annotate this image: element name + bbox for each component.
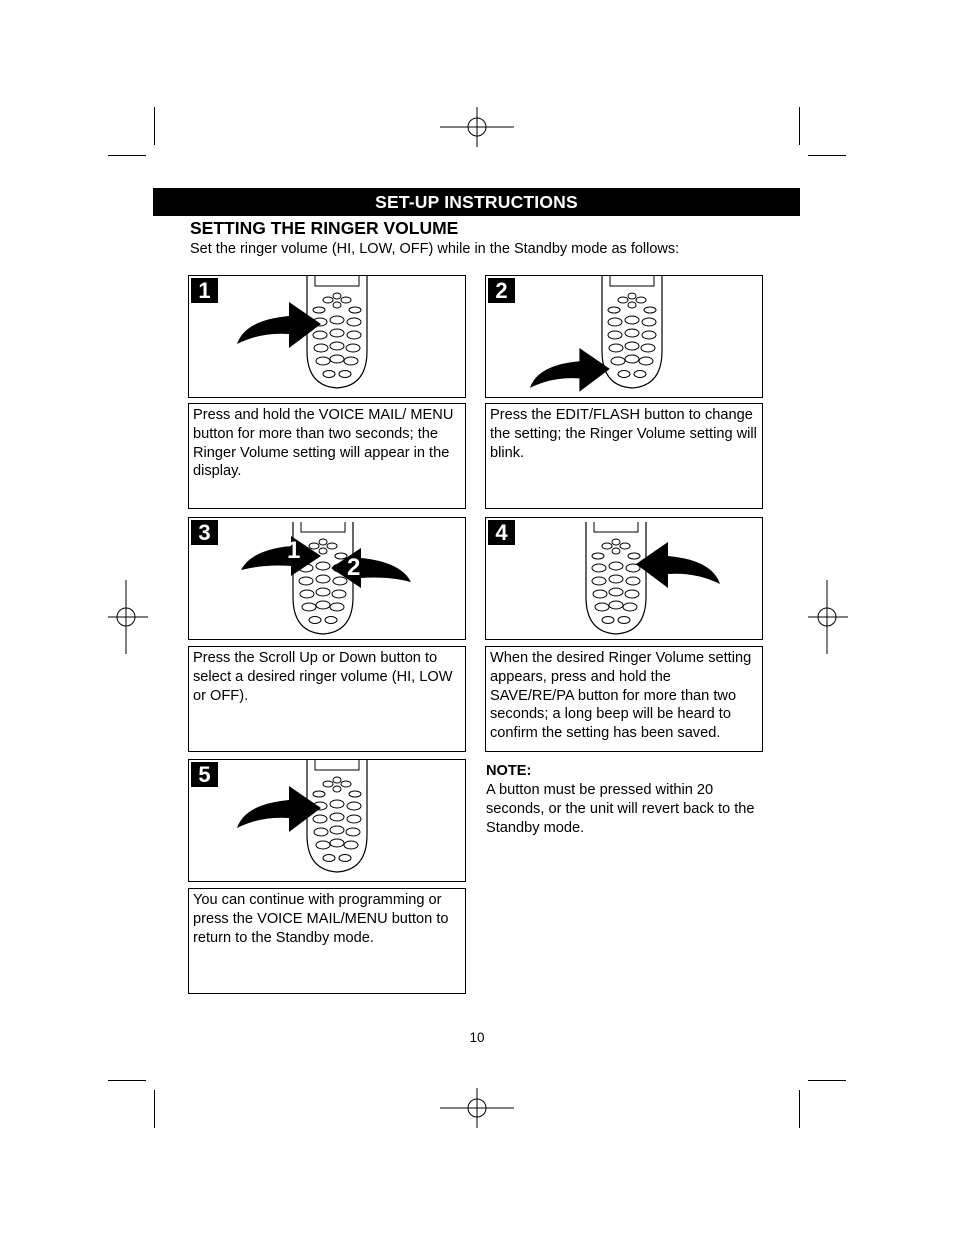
- step-5-text: You can continue with programming or press the VOICE MAIL/MENU button to return to the Standby mode.: [188, 888, 466, 994]
- scroll-up-arrow-label: 1: [287, 537, 301, 564]
- registration-mark-top: [440, 107, 514, 147]
- step-2-illustration: [485, 275, 763, 398]
- step-1-text: Press and hold the VOICE MAIL/ MENU button for more than two seconds; the Ringer Volume setting will appear in the display.: [188, 403, 466, 509]
- step-4-text: When the desired Ringer Volume setting appears, press and hold the SAVE/RE/PA button for more than two seconds; a long beep will be heard to confirm the setting has been saved.: [485, 646, 763, 752]
- step-1-badge: 1: [191, 278, 218, 303]
- crop-mark-br-h: [808, 1080, 846, 1081]
- section-header-title: SET-UP INSTRUCTIONS: [375, 191, 578, 212]
- section-header-bar: [153, 188, 800, 216]
- intro-text: Set the ringer volume (HI, LOW, OFF) while in the Standby mode as follows:: [190, 241, 680, 257]
- note-title: NOTE:: [486, 763, 532, 779]
- step-2-badge: 2: [488, 278, 515, 303]
- step-3-badge: 3: [191, 520, 218, 545]
- step-2-text: Press the EDIT/FLASH button to change the setting; the Ringer Volume setting will blink.: [485, 403, 763, 509]
- scroll-down-arrow-label: 2: [347, 554, 361, 581]
- registration-mark-left: [108, 580, 148, 654]
- crop-mark-bl-v: [154, 1090, 155, 1128]
- crop-mark-tl-v: [154, 107, 155, 145]
- crop-mark-br-v: [799, 1090, 800, 1128]
- page-number: 10: [469, 1030, 485, 1045]
- crop-mark-tl-h: [108, 155, 146, 156]
- step-3-text: Press the Scroll Up or Down button to select a desired ringer volume (HI, LOW or OFF).: [188, 646, 466, 752]
- step-4-badge: 4: [488, 520, 515, 545]
- step-5-badge: 5: [191, 762, 218, 787]
- registration-mark-bottom: [440, 1088, 514, 1128]
- step-5-illustration: [188, 759, 466, 882]
- step-1-illustration: [188, 275, 466, 398]
- page-title: SETTING THE RINGER VOLUME: [190, 218, 459, 238]
- step-4-illustration: [485, 517, 763, 640]
- step-3-illustration: [188, 517, 466, 640]
- registration-mark-right: [808, 580, 848, 654]
- crop-mark-tr-v: [799, 107, 800, 145]
- note-text: A button must be pressed within 20 seconds, or the unit will revert back to the Standby mode.: [486, 782, 755, 836]
- crop-mark-bl-h: [108, 1080, 146, 1081]
- crop-mark-tr-h: [808, 155, 846, 156]
